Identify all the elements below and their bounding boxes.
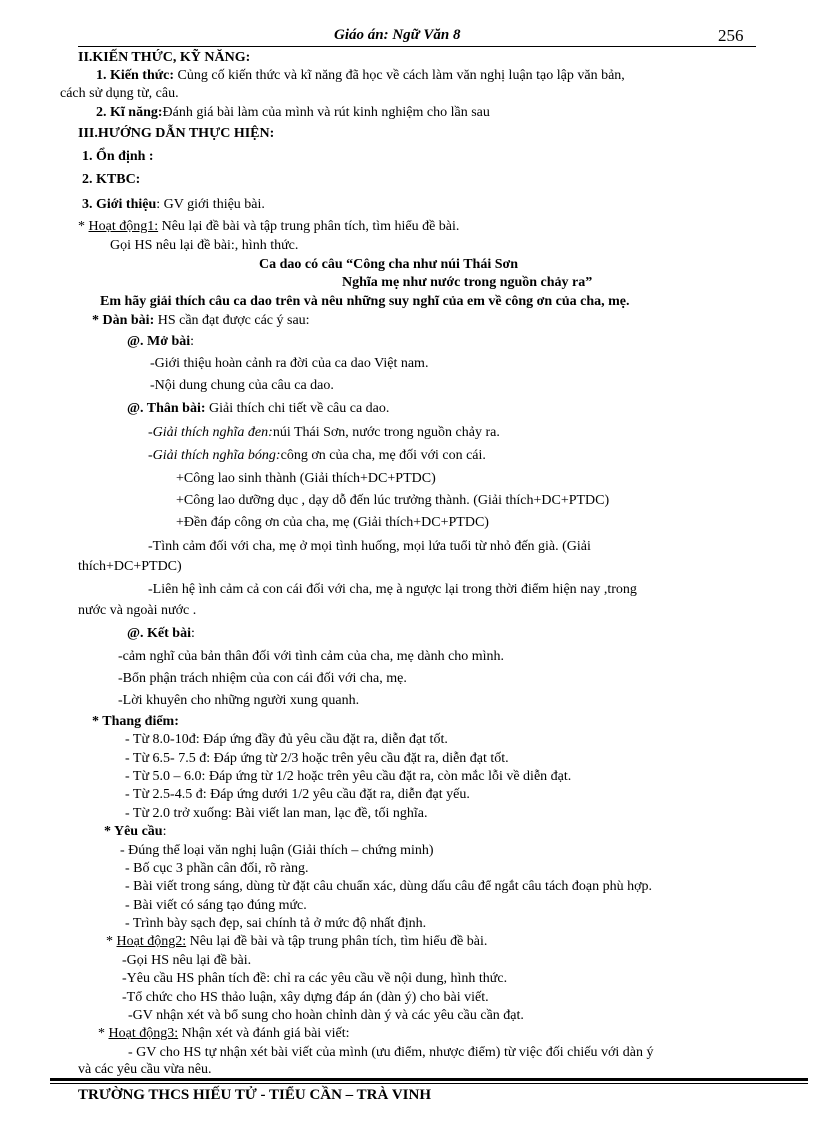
body-item [148, 425, 500, 441]
text: Củng cố kiến thức và kĩ năng đã học về cách làm văn nghị luận tạo lập văn bản, [174, 68, 625, 83]
activity-2-item: -GV nhận xét và bổ sung cho hoàn chỉnh dàn ý và các yêu cầu cần đạt. [128, 1008, 524, 1023]
conclusion-item: -Lời khuyên cho những người xung quanh. [118, 693, 360, 708]
outline-heading [92, 313, 310, 329]
requirement-item: - Bố cục 3 phần cân đối, rõ ràng. [125, 861, 309, 876]
prompt-question: Em hãy giải thích câu ca dao trên và nêu những suy nghĩ của em về công ơn của cha, mẹ. [100, 294, 630, 309]
text: : [162, 824, 167, 839]
text: núi Thái Sơn, nước trong nguồn chảy ra. [272, 425, 500, 440]
text: Nhận xét và đánh giá bài viết: [178, 1026, 350, 1041]
label: * Yêu cầu [104, 824, 163, 839]
text: Đánh giá bài làm của mình và rút kinh nghiệm cho lần sau [162, 105, 490, 120]
step-3 [82, 197, 265, 213]
label: Hoạt động3: [108, 1026, 179, 1041]
text: : [190, 626, 195, 641]
text: Giải thích chi tiết về câu ca dao. [205, 401, 390, 416]
label: @. Mở bài [127, 334, 191, 349]
step-1: 1. Ổn định : [82, 149, 154, 164]
label: -Giải thích nghĩa đen: [148, 425, 273, 440]
conclusion-item: -cảm nghĩ của bản thân đối với tình cảm của cha, mẹ dành cho mình. [118, 649, 505, 664]
bullet: * [98, 1026, 109, 1041]
body-subitem: +Công lao dưỡng dục , dạy dỗ đến lúc trưởng thành. (Giải thích+DC+PTDC) [176, 493, 610, 508]
grading-item: - Từ 2.5-4.5 đ: Đáp ứng dưới 1/2 yêu cầu đặt ra, diễn đạt yếu. [125, 787, 470, 802]
conclusion-heading [127, 626, 195, 642]
grading-heading: * Thang điểm: [92, 714, 179, 729]
activity-2-item: -Yêu cầu HS phân tích đề: chỉ ra các yêu cầu về nội dung, hình thức. [122, 971, 508, 986]
bullet: * [78, 219, 89, 234]
activity-3-item: - GV cho HS tự nhận xét bài viết của mình (ưu điểm, nhược điểm) từ việc đối chiếu với dàn ý [128, 1045, 654, 1060]
intro-item: -Giới thiệu hoàn cảnh ra đời của ca dao Việt nam. [150, 356, 429, 371]
grading-item: - Từ 6.5- 7.5 đ: Đáp ứng từ 2/3 hoặc trên yêu cầu đặt ra, diễn đạt tốt. [125, 751, 509, 766]
body-item: -Tình cảm đối với cha, mẹ ở mọi tình huống, mọi lứa tuổi từ nhỏ đến già. (Giải [148, 539, 591, 554]
body-item-cont: nước và ngoài nước . [78, 603, 197, 618]
label: @. Kết bài [127, 626, 191, 641]
body-item: -Liên hệ ình cảm cả con cái đối với cha, mẹ à ngược lại trong thời điểm hiện nay ,trong [148, 582, 637, 597]
label: Hoạt động2: [116, 934, 187, 949]
label: Hoạt động1: [88, 219, 159, 234]
text: công ơn của cha, mẹ đối với con cái. [280, 448, 486, 463]
text: Nêu lại đề bài và tập trung phân tích, tìm hiểu đề bài. [186, 934, 488, 949]
header-rule [78, 46, 756, 47]
prompt-line-1: Ca dao có câu “Công cha như núi Thái Sơn [259, 257, 519, 272]
knowledge-line [96, 68, 625, 84]
label: -Giải thích nghĩa bóng: [148, 448, 281, 463]
footer-rule-thin [50, 1083, 808, 1084]
page-number: 256 [718, 26, 744, 45]
requirement-item: - Bài viết trong sáng, dùng từ đặt câu chuẩn xác, dùng dấu câu để ngắt câu tách đoạn phù hợp. [125, 879, 652, 894]
conclusion-item: -Bổn phận trách nhiệm của con cái đối với cha, mẹ. [118, 671, 407, 686]
grading-item: - Từ 8.0-10đ: Đáp ứng đầy đủ yêu cầu đặt ra, diễn đạt tốt. [125, 732, 448, 747]
text: Nêu lại đề bài và tập trung phân tích, tìm hiểu đề bài. [158, 219, 460, 234]
activity-2-item: -Gọi HS nêu lại đề bài. [122, 953, 252, 968]
intro-item: -Nội dung chung của câu ca dao. [150, 378, 334, 393]
activity-2-item: -Tổ chức cho HS thảo luận, xây dựng đáp án (dàn ý) cho bài viết. [122, 990, 489, 1005]
skill-line [96, 105, 490, 121]
step-2: 2. KTBC: [82, 172, 141, 187]
grading-item: - Từ 2.0 trở xuống: Bài viết lan man, lạc đề, tối nghĩa. [125, 806, 428, 821]
label: 3. Giới thiệu [82, 197, 157, 212]
requirements-heading [104, 824, 166, 840]
activity-1 [78, 219, 459, 235]
footer-school-name: TRƯỜNG THCS HIẾU TỬ - TIỂU CẦN – TRÀ VINH [78, 1087, 431, 1103]
label: * Dàn bài: [92, 313, 155, 328]
activity-1-detail: Gọi HS nêu lại đề bài:, hình thức. [110, 238, 299, 253]
requirement-item: - Đúng thể loại văn nghị luận (Giải thích – chứng minh) [120, 843, 434, 858]
body-item [148, 448, 486, 464]
body-subitem: +Công lao sinh thành (Giải thích+DC+PTDC) [176, 471, 436, 486]
text: : GV giới thiệu bài. [156, 197, 265, 212]
header-title: Giáo án: Ngữ Văn 8 [334, 27, 461, 43]
text: HS cần đạt được các ý sau: [154, 313, 310, 328]
section-heading-3: III.HƯỚNG DẪN THỰC HIỆN: [78, 126, 275, 141]
activity-2 [106, 934, 487, 950]
footer-rule-thick [50, 1078, 808, 1081]
knowledge-line-cont: cách sử dụng từ, câu. [60, 86, 179, 101]
label: 2. Kĩ năng: [96, 105, 163, 120]
body-subitem: +Đền đáp công ơn của cha, mẹ (Giải thích+DC+PTDC) [176, 515, 489, 530]
grading-item: - Từ 5.0 – 6.0: Đáp ứng từ 1/2 hoặc trên yêu cầu đặt ra, còn mắc lỗi về diễn đạt. [125, 769, 572, 784]
activity-3-item-cont: và các yêu cầu vừa nêu. [78, 1062, 212, 1077]
text: : [190, 334, 195, 349]
activity-3 [98, 1026, 350, 1042]
bullet: * [106, 934, 117, 949]
body-heading [127, 401, 389, 417]
body-item-cont: thích+DC+PTDC) [78, 559, 182, 574]
label: @. Thân bài: [127, 401, 206, 416]
requirement-item: - Trình bày sạch đẹp, sai chính tả ở mức độ nhất định. [125, 916, 427, 931]
prompt-line-2: Nghĩa mẹ như nước trong nguồn chảy ra” [342, 275, 593, 290]
intro-heading [127, 334, 194, 350]
requirement-item: - Bài viết có sáng tạo đúng mức. [125, 898, 307, 913]
section-heading-2: II.KIẾN THỨC, KỸ NĂNG: [78, 50, 251, 65]
label: 1. Kiến thức: [96, 68, 175, 83]
